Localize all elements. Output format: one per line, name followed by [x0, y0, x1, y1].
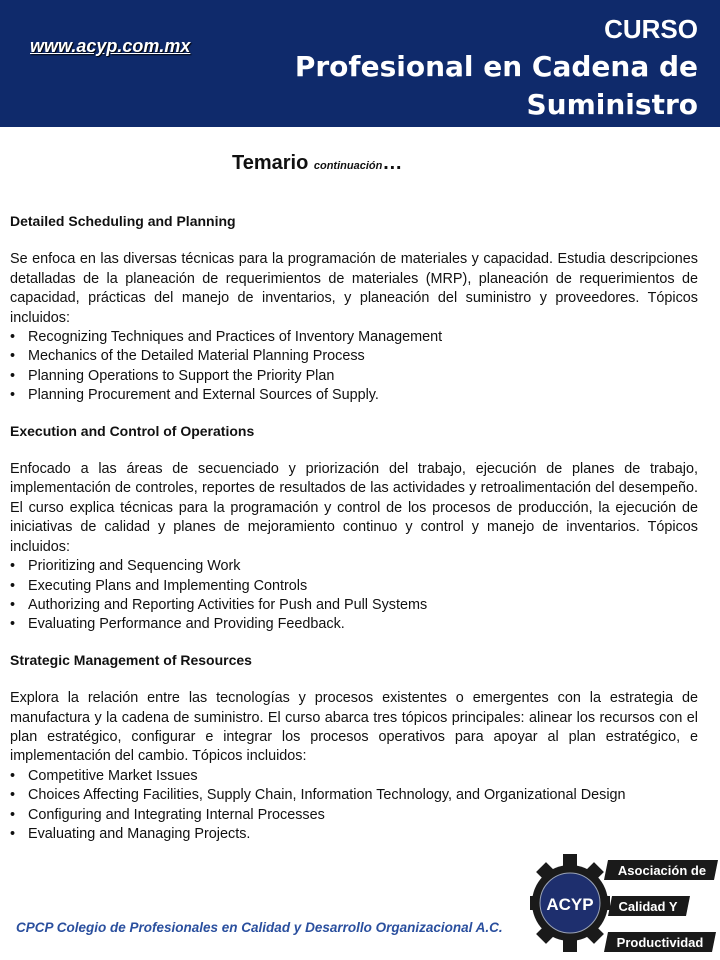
website-link[interactable]: www.acyp.com.mx — [30, 36, 191, 56]
section-detailed-scheduling — [10, 212, 698, 406]
list-item: • Planning Operations to Support the Priority Plan — [10, 367, 698, 386]
section-title: Strategic Management of Resources — [10, 651, 252, 668]
list-item: • Evaluating and Managing Projects. — [10, 825, 698, 844]
list-item: • Competitive Market Issues — [10, 767, 698, 786]
list-item: • Mechanics of the Detailed Material Planning Process — [10, 347, 698, 366]
section-paragraph: Se enfoca en las diversas técnicas para la programación de materiales y capacidad. Estudia descripciones detalladas de la planeación de requerimientos de materiales (MRP), planeación de requerimientos de capacidad, prácticas del manejo de inventarios, y planeación del suministro y proveedores. Tópicos incluidos: — [10, 251, 698, 326]
section-paragraph: Explora la relación entre las tecnologías y procesos existentes o emergentes con la estrategia de manufactura y la cadena de suministro. El curso abarca tres tópicos principales: alinear los recursos con el plan estratégico, configurar e integrar los procesos operativos para apoyar al plan estratégico, e implementación del cambio. Tópicos incluidos: — [10, 690, 698, 765]
course-title-line1: Profesional en Cadena de — [294, 50, 698, 83]
list-item: • Evaluating Performance and Providing Feedback. — [10, 615, 698, 634]
syllabus-content — [10, 212, 698, 844]
gear-logo-icon — [530, 850, 720, 958]
logo-line3: Productividad — [616, 935, 704, 950]
list-item: • Executing Plans and Implementing Controls — [10, 577, 698, 596]
section-title: Execution and Control of Operations — [10, 422, 255, 439]
section-execution-control — [10, 422, 698, 635]
footer-organization: CPCP Colegio de Profesionales en Calidad y Desarrollo Organizacional A.C. — [16, 920, 503, 935]
section-title: Detailed Scheduling and Planning — [10, 213, 236, 229]
course-label: CURSO — [604, 14, 698, 44]
list-item: • Prioritizing and Sequencing Work — [10, 557, 698, 576]
ellipsis: … — [382, 152, 403, 174]
header-banner — [0, 0, 720, 127]
section-paragraph: Enfocado a las áreas de secuenciado y priorización del trabajo, ejecución de planes de trabajo, implementación de controles, reportes de resultados de las actividades y retroalimentación del desempeño. El curso explica técnicas para la programación y control de los procesos de producción, la ejecución de iniciativas de calidad y planes de mejoramiento continuo y control y manejo de inventarios. Tópicos incluidos: — [10, 461, 698, 555]
course-title-line2: Suministro — [526, 88, 698, 121]
section-strategic-management — [10, 651, 698, 845]
continuation-label: continuación — [313, 160, 383, 172]
temario-label: Temario — [232, 152, 314, 174]
logo-acronym: ACYP — [546, 895, 594, 914]
logo-line1: Asociación de — [617, 863, 707, 878]
list-item: • Planning Procurement and External Sources of Supply. — [10, 386, 698, 405]
list-item: • Authorizing and Reporting Activities for Push and Pull Systems — [10, 596, 698, 615]
page-title — [232, 152, 402, 175]
list-item: • Recognizing Techniques and Practices of Inventory Management — [10, 328, 698, 347]
list-item: • Choices Affecting Facilities, Supply Chain, Information Technology, and Organizational Design — [10, 786, 698, 805]
topics-list — [10, 767, 698, 845]
topics-list — [10, 557, 698, 635]
logo-line2: Calidad Y — [618, 899, 678, 914]
list-item: • Configuring and Integrating Internal Processes — [10, 806, 698, 825]
topics-list — [10, 328, 698, 406]
